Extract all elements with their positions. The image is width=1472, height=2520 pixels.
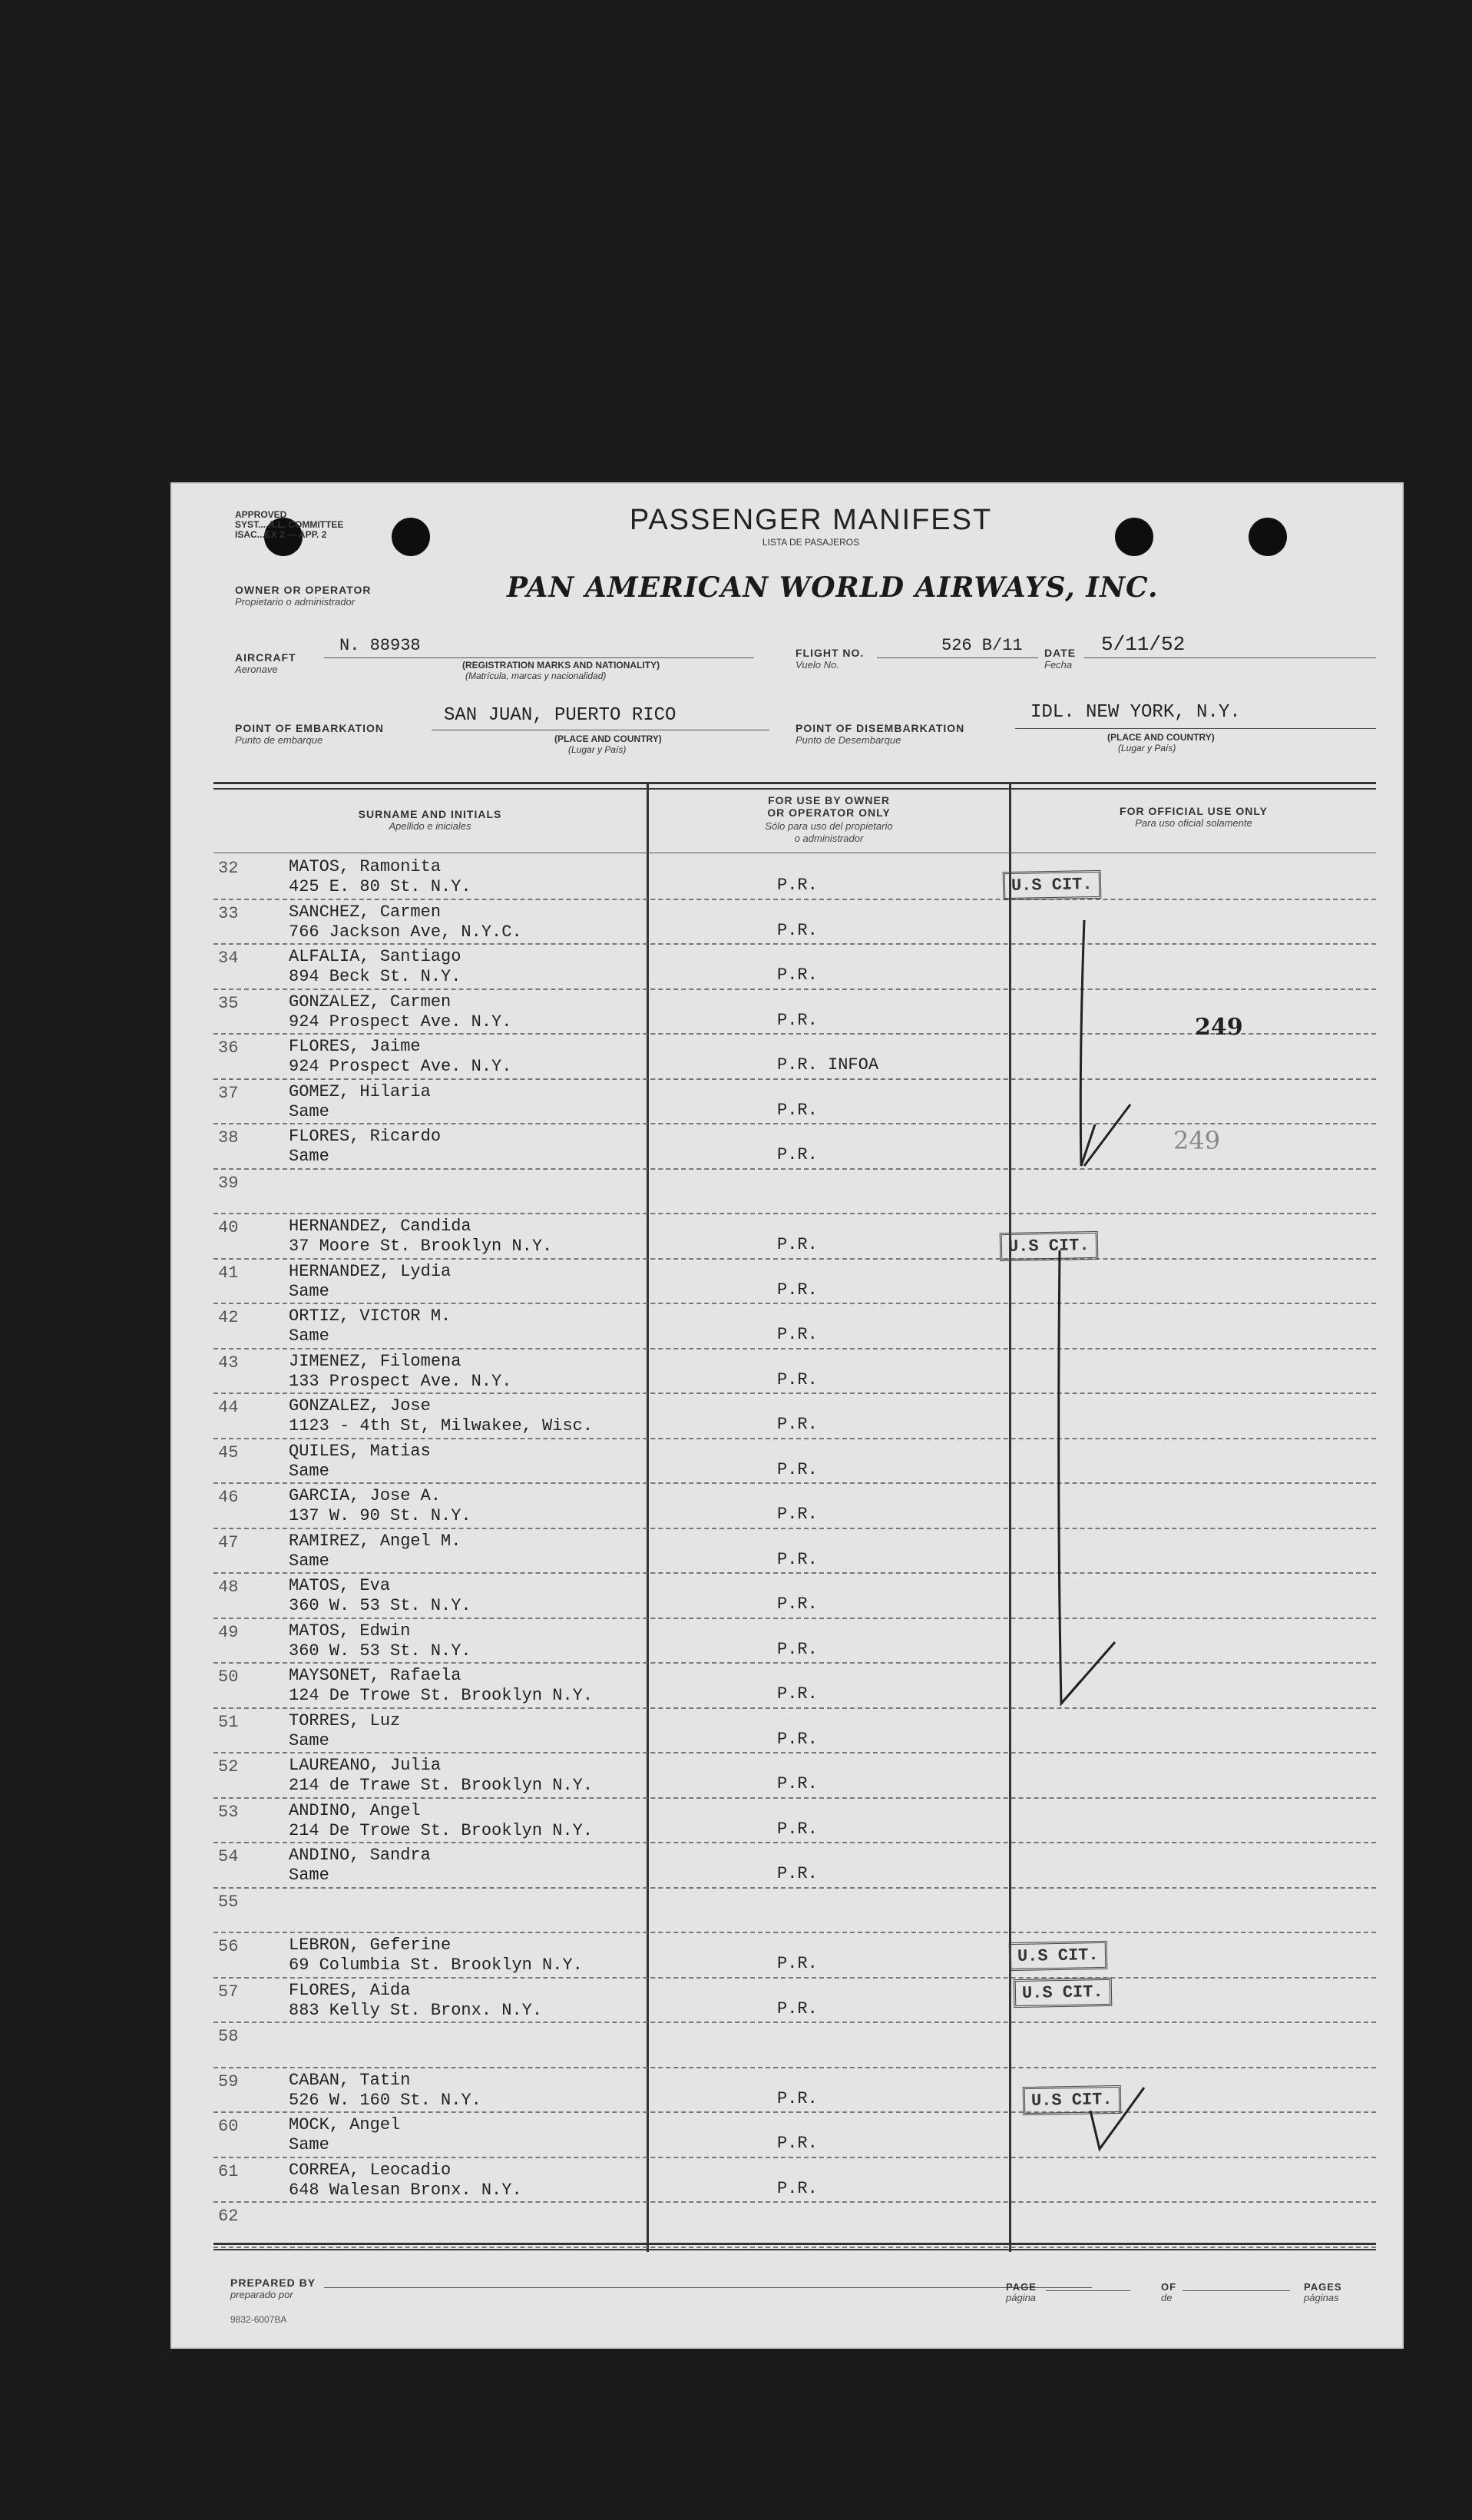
passenger-name: GONZALEZ, Jose [289, 1396, 431, 1416]
origin-code: P.R. [777, 1010, 818, 1030]
passenger-name: CABAN, Tatin [289, 2070, 411, 2090]
row-number: 42 [218, 1308, 239, 1327]
us-citizen-stamp: U.S CIT. [1000, 1231, 1098, 1261]
passenger-address: 137 W. 90 St. N.Y. [289, 1506, 471, 1525]
origin-code: P.R. [777, 2178, 818, 2198]
page-label: PAGE [1006, 2281, 1037, 2293]
origin-code: P.R. [777, 1280, 818, 1300]
row-number: 38 [218, 1128, 239, 1147]
official-column-header-sub: Para uso oficial solamente [1135, 817, 1252, 829]
passenger-name: ALFALIA, Santiago [289, 947, 461, 966]
table-row [170, 1259, 1404, 1304]
passenger-count-faded: 249 [1173, 1126, 1221, 1155]
table-row [170, 1483, 1404, 1528]
row-number: 36 [218, 1038, 239, 1058]
table-row [170, 1843, 1404, 1888]
table-row [170, 1573, 1404, 1618]
passenger-name: MATOS, Ramonita [289, 857, 442, 876]
passenger-name: MOCK, Angel [289, 2115, 401, 2134]
row-number: 51 [218, 1712, 239, 1732]
table-row [170, 2068, 1404, 2113]
row-number: 54 [218, 1847, 239, 1866]
owner-label-sub: Propietario o administrador [235, 596, 356, 608]
origin-code: P.R. [777, 1954, 818, 1973]
embarkation-label: POINT OF EMBARKATION [235, 722, 384, 734]
passenger-address: Same [289, 2135, 329, 2154]
table-row [170, 1079, 1404, 1124]
passenger-address: 766 Jackson Ave, N.Y.C. [289, 922, 522, 942]
origin-code: P.R. [777, 920, 818, 940]
passenger-address: Same [289, 1461, 329, 1481]
passenger-count: 249 [1195, 1014, 1243, 1041]
us-citizen-stamp: U.S CIT. [1023, 2085, 1121, 2115]
row-number: 49 [218, 1622, 239, 1642]
origin-code: P.R. [777, 1998, 818, 2018]
passenger-name: ANDINO, Sandra [289, 1846, 431, 1865]
origin-code: P.R. [777, 2088, 818, 2108]
passenger-address: 526 W. 160 St. N.Y. [289, 2090, 481, 2110]
row-number: 52 [218, 1757, 239, 1777]
row-number: 43 [218, 1353, 239, 1373]
passenger-name: TORRES, Luz [289, 1710, 401, 1730]
table-row [170, 2112, 1404, 2157]
pages-label: PAGES [1304, 2281, 1342, 2293]
passenger-name: QUILES, Matias [289, 1441, 431, 1461]
row-number: 58 [218, 2027, 239, 2046]
passenger-name: JIMENEZ, Filomena [289, 1351, 461, 1371]
passenger-name: ORTIZ, VICTOR M. [289, 1306, 452, 1326]
aircraft-label: AIRCRAFT [235, 651, 296, 664]
table-row [170, 1349, 1404, 1394]
origin-code: P.R. [777, 876, 818, 895]
row-number: 34 [218, 949, 239, 968]
disembarkation-line [1015, 728, 1376, 729]
table-row [170, 1169, 1404, 1214]
passenger-address: 894 Beck St. N.Y. [289, 967, 461, 986]
date-line [1084, 657, 1376, 658]
origin-code: P.R. [777, 1100, 818, 1120]
passenger-address: Same [289, 1326, 329, 1346]
origin-code: P.R. [777, 1819, 818, 1839]
table-row [170, 1978, 1404, 2023]
row-number: 44 [218, 1398, 239, 1417]
embark-place-label-sub: (Lugar y País) [568, 744, 627, 755]
us-citizen-stamp: U.S CIT. [1003, 870, 1101, 900]
passenger-address: Same [289, 1730, 329, 1750]
owner-column-header-sub: Sólo para uso del propietario [765, 820, 893, 832]
of-label: OF [1161, 2281, 1177, 2293]
origin-code: P.R. [777, 1369, 818, 1389]
row-number: 48 [218, 1578, 239, 1597]
passenger-address: 425 E. 80 St. N.Y. [289, 877, 471, 896]
row-number: 45 [218, 1442, 239, 1462]
owner-label: OWNER OR OPERATOR [235, 584, 372, 596]
passenger-name: RAMIREZ, Angel M. [289, 1531, 461, 1551]
flight-line [877, 657, 1038, 658]
passenger-address: 648 Walesan Bronx. N.Y. [289, 2180, 522, 2200]
aircraft-line [324, 657, 754, 658]
flight-label-sub: Vuelo No. [796, 659, 839, 671]
row-number: 33 [218, 903, 239, 923]
of-line [1183, 2290, 1290, 2291]
origin-code: P.R. [777, 1864, 818, 1883]
table-row [170, 944, 1404, 989]
row-number: 61 [218, 2161, 239, 2181]
origin-code: P.R. [777, 1235, 818, 1254]
origin-code: P.R. [777, 2134, 818, 2153]
passenger-address: 214 de Trawe St. Brooklyn N.Y. [289, 1776, 594, 1795]
table-row [170, 1393, 1404, 1439]
row-number: 39 [218, 1173, 239, 1193]
origin-code: P.R. INFOA [777, 1055, 879, 1075]
punch-hole [1249, 518, 1287, 556]
origin-code: P.R. [777, 1549, 818, 1569]
prepared-by-label: PREPARED BY [230, 2277, 316, 2289]
registration-label-sub: (Matrícula, marcas y nacionalidad) [465, 671, 607, 681]
passenger-name: FLORES, Aida [289, 1980, 411, 2000]
row-number: 56 [218, 1937, 239, 1956]
prepared-by-label-sub: preparado por [230, 2289, 293, 2300]
passenger-name: HERNANDEZ, Candida [289, 1217, 471, 1236]
aircraft-number: N. 88938 [339, 636, 421, 655]
table-row [170, 1798, 1404, 1843]
passenger-name: MATOS, Edwin [289, 1621, 411, 1641]
passenger-address: 360 W. 53 St. N.Y. [289, 1641, 471, 1661]
origin-code: P.R. [777, 1325, 818, 1344]
aircraft-label-sub: Aeronave [235, 664, 278, 675]
row-number: 62 [218, 2207, 239, 2226]
passenger-address: Same [289, 1866, 329, 1885]
row-number: 59 [218, 2071, 239, 2091]
passenger-address: 924 Prospect Ave. N.Y. [289, 1057, 512, 1076]
prepared-by-line [324, 2287, 1092, 2288]
table-row [170, 1214, 1404, 1259]
disembarkation-point: IDL. NEW YORK, N.Y. [1030, 702, 1241, 723]
passenger-address: 924 Prospect Ave. N.Y. [289, 1012, 512, 1032]
passenger-name: MAYSONET, Rafaela [289, 1666, 461, 1685]
official-column-header: FOR OFFICIAL USE ONLY [1120, 805, 1268, 817]
row-number: 53 [218, 1802, 239, 1822]
row-number: 40 [218, 1218, 239, 1237]
passenger-name: LAUREANO, Julia [289, 1756, 442, 1775]
table-row [170, 2157, 1404, 2203]
table-row [170, 1932, 1404, 1978]
table-row [170, 1753, 1404, 1798]
table-top-rule-2 [213, 788, 1376, 790]
passenger-name: GARCIA, Jose A. [289, 1486, 442, 1505]
passenger-name: FLORES, Ricardo [289, 1127, 442, 1146]
passenger-address: 124 De Trowe St. Brooklyn N.Y. [289, 1686, 594, 1705]
form-number: 9832-6007BA [230, 2314, 287, 2325]
owner-column-header-sub-2: o administrador [794, 833, 864, 844]
origin-code: P.R. [777, 965, 818, 985]
origin-code: P.R. [777, 1145, 818, 1164]
passenger-address: 1123 - 4th St, Milwakee, Wisc. [289, 1416, 594, 1436]
page-line [1046, 2290, 1130, 2291]
row-number: 41 [218, 1263, 239, 1283]
table-row [170, 1663, 1404, 1708]
disembark-place-label: (PLACE AND COUNTRY) [1107, 732, 1215, 743]
table-row [170, 899, 1404, 945]
passenger-address: 133 Prospect Ave. N.Y. [289, 1371, 512, 1391]
manifest-sheet [170, 482, 1404, 2349]
us-citizen-stamp: U.S CIT. [1014, 1978, 1112, 2008]
table-row [170, 2202, 1404, 2247]
passenger-name: FLORES, Jaime [289, 1037, 421, 1056]
punch-hole [392, 518, 430, 556]
pages-label-sub: páginas [1304, 2292, 1339, 2303]
origin-code: P.R. [777, 1774, 818, 1793]
date-label-sub: Fecha [1044, 659, 1073, 671]
origin-code: P.R. [777, 1459, 818, 1479]
page-label-sub: página [1006, 2292, 1037, 2303]
table-row [170, 1439, 1404, 1484]
table-row [170, 1708, 1404, 1753]
table-row [170, 1303, 1404, 1349]
of-label-sub: de [1161, 2292, 1173, 2303]
passenger-address: Same [289, 1281, 329, 1301]
embark-place-label: (PLACE AND COUNTRY) [554, 733, 662, 744]
disembark-place-label-sub: (Lugar y País) [1118, 743, 1176, 753]
row-number: 47 [218, 1532, 239, 1552]
passenger-address: 214 De Trowe St. Brooklyn N.Y. [289, 1820, 594, 1840]
passenger-address: Same [289, 1147, 329, 1166]
passenger-address: 360 W. 53 St. N.Y. [289, 1596, 471, 1615]
disembarkation-label: POINT OF DISEMBARKATION [796, 722, 965, 734]
table-top-rule [213, 782, 1376, 784]
surname-column-header: SURNAME AND INITIALS [358, 808, 502, 820]
passenger-name: SANCHEZ, Carmen [289, 902, 442, 922]
passenger-name: LEBRON, Geferine [289, 1936, 452, 1955]
owner-column-header: FOR USE BY OWNER [768, 794, 890, 806]
table-row [170, 2022, 1404, 2068]
origin-code: P.R. [777, 1729, 818, 1749]
passenger-name: HERNANDEZ, Lydia [289, 1261, 452, 1281]
embarkation-point: SAN JUAN, PUERTO RICO [444, 705, 676, 726]
surname-column-header-sub: Apellido e iniciales [389, 820, 471, 832]
passenger-name: GOMEZ, Hilaria [289, 1081, 431, 1101]
row-number: 32 [218, 859, 239, 878]
flight-date: 5/11/52 [1101, 633, 1186, 656]
table-row [170, 1888, 1404, 1933]
origin-code: P.R. [777, 1639, 818, 1659]
origin-code: P.R. [777, 1594, 818, 1614]
row-number: 50 [218, 1667, 239, 1687]
row-number: 35 [218, 993, 239, 1013]
table-row [170, 1618, 1404, 1664]
table-row [170, 1528, 1404, 1574]
airline-name: PAN AMERICAN WORLD AIRWAYS, INC. [507, 571, 1159, 604]
owner-column-header-2: OR OPERATOR ONLY [767, 806, 891, 819]
row-number: 55 [218, 1892, 239, 1912]
registration-label: (REGISTRATION MARKS AND NATIONALITY) [462, 660, 660, 671]
punch-hole [1115, 518, 1153, 556]
row-number: 57 [218, 1982, 239, 2002]
approval-note: APPROVED SYST....A.L. COMMITTEE ISAC...EX 2 — APP. 2 [235, 509, 344, 540]
passenger-address: 37 Moore St. Brooklyn N.Y. [289, 1237, 553, 1256]
disembarkation-label-sub: Punto de Desembarque [796, 734, 901, 746]
passenger-address: 883 Kelly St. Bronx. N.Y. [289, 2000, 543, 2020]
origin-code: P.R. [777, 1505, 818, 1524]
page-subtitle: LISTA DE PASAJEROS [762, 537, 860, 548]
page-title: PASSENGER MANIFEST [629, 504, 993, 536]
us-citizen-stamp: U.S CIT. [1009, 1941, 1107, 1971]
row-number: 60 [218, 2117, 239, 2136]
flight-label: FLIGHT NO. [796, 647, 865, 659]
row-number: 37 [218, 1083, 239, 1103]
flight-number: 526 B/11 [941, 636, 1023, 655]
table-row [170, 854, 1404, 899]
passenger-address: 69 Columbia St. Brooklyn N.Y. [289, 1955, 583, 1975]
passenger-name: CORREA, Leocadio [289, 2160, 452, 2180]
passenger-name: ANDINO, Angel [289, 1800, 421, 1820]
passenger-name: GONZALEZ, Carmen [289, 992, 452, 1012]
passenger-address: Same [289, 1101, 329, 1121]
embarkation-label-sub: Punto de embarque [235, 734, 323, 746]
origin-code: P.R. [777, 1415, 818, 1434]
passenger-name: MATOS, Eva [289, 1576, 391, 1595]
date-label: DATE [1044, 647, 1077, 659]
passenger-address: Same [289, 1551, 329, 1571]
row-number: 46 [218, 1488, 239, 1507]
origin-code: P.R. [777, 1684, 818, 1704]
